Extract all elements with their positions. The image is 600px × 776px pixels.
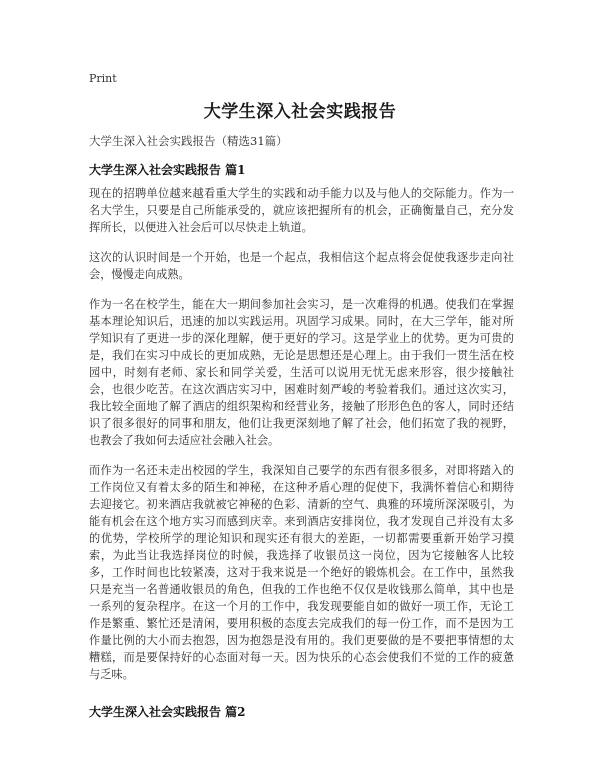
- paragraph: 作为一名在校学生，能在大一期间参加社会实习，是一次难得的机遇。使我们在掌握基本理论知识后，迅速的加以实践运用。巩固学习成果。同时，在大三学年，能对所学知识有了更进一步的深化理解，便于更好的学习。这是学业上的优势。更为可贵的是，我们在实习中成长的更加成熟，无论是思想还是心理上。由于我们一贯生活在校园中，时刻有老师、家长和同学关爱，生活可以说用无忧无虑来形容，很少接触社会，也很少吃苦。在这次酒店实习中，困难时刻严峻的考验着我们。通过这次实习，我比较全面地了解了酒店的组织架构和经营业务，接触了形形色色的客人，同时还结识了很多很好的同事和朋友，他们让我更深刻地了解了社会，他们拓宽了我的视野，也教会了我如何去适应社会融入社会。: [89, 298, 514, 447]
- print-link[interactable]: Print: [89, 72, 117, 85]
- section-heading-1: 大学生深入社会实践报告 篇1: [89, 163, 246, 177]
- section-heading-2: 大学生深入社会实践报告 篇2: [89, 705, 246, 719]
- document-subtitle: 大学生深入社会实践报告（精选31篇）: [89, 134, 288, 148]
- paragraph: 而作为一名还未走出校园的学生，我深知自己要学的东西有很多很多，对即将踏入的工作岗位又有着太多的陌生和神秘，在这种矛盾心理的促使下，我满怀着信心和期待去迎接它。初来酒店我就被它神秘的色彩、清新的空气、典雅的环境所深深吸引，为能有机会在这个地方实习而感到庆幸。来到酒店安排岗位，我才发现自己并没有太多的优势，学校所学的理论知识和现实还有很大的差距，一切都需要重新开始学习摸索，为此当让我选择岗位的时候，我选择了收银员这一岗位，因为它接触客人比较多，工作时间也比较紧凑，这对于我来说是一个绝好的锻炼机会。在工作中，虽然我只是充当一名普通收银员的角色，但我的工作也绝不仅仅是收钱那么简单，其中也是一系列的复杂程序。在这一个月的工作中，我发现要能自如的做好一项工作，无论工作是繁重、繁忙还是清闲，要用积极的态度去完成我们的每一份工作，而不是因为工作量比例的大小而去抱怨，因为抱怨是没有用的。我们更要做的是不要把事情想的太糟糕，而是要保持好的心态面对每一天。因为快乐的心态会使我们不觉的工作的疲惫与乏味。: [89, 464, 514, 681]
- section-1-body: [89, 185, 514, 696]
- page-title: 大学生深入社会实践报告: [203, 102, 397, 122]
- paragraph: 现在的招聘单位越来越看重大学生的实践和动手能力以及与他人的交际能力。作为一名大学生，只要是自己所能承受的，就应该把握所有的机会，正确衡量自己，充分发挥所长，以便进入社会后可以尽快走上轨道。: [89, 187, 514, 234]
- paragraph: 这次的认识时间是一个开始，也是一个起点，我相信这个起点将会促使我逐步走向社会，慢慢走向成熟。: [89, 251, 514, 281]
